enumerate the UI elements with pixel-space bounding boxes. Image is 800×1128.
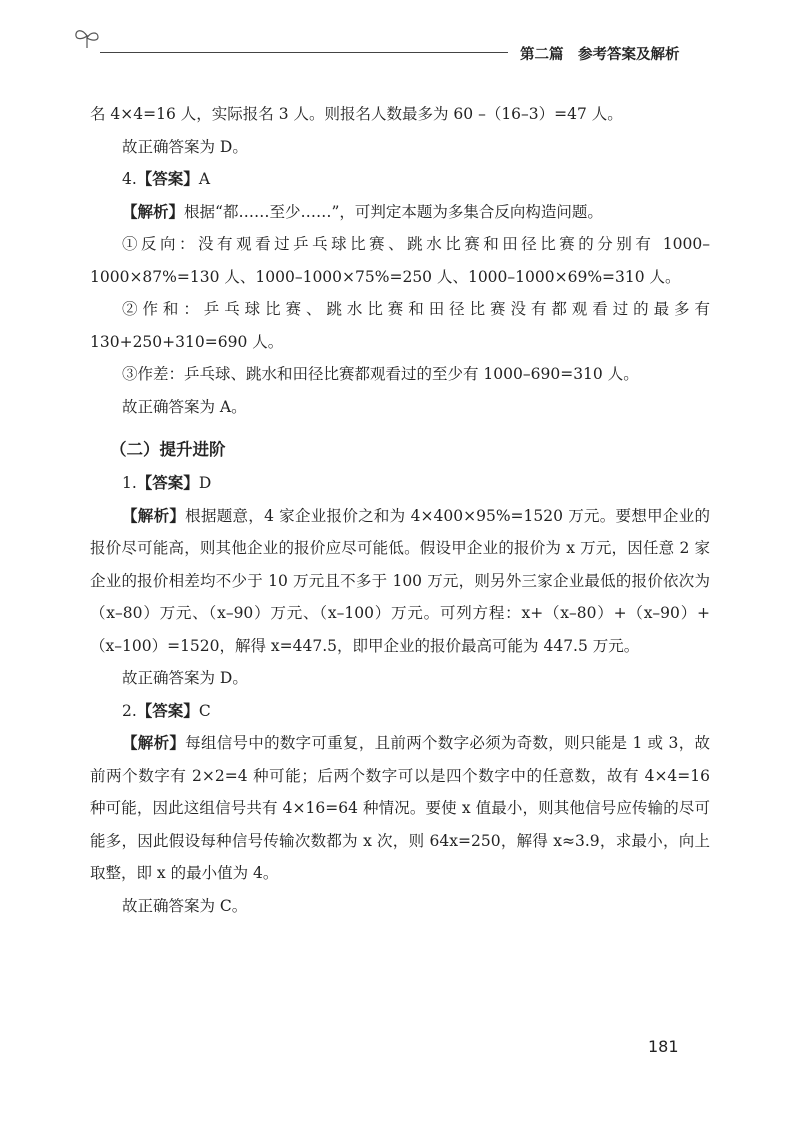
analysis-q4: [90, 196, 710, 229]
answer-value: C: [198, 701, 211, 720]
conclusion: 故正确答案为 C。: [122, 896, 248, 915]
page-header: [0, 0, 800, 80]
analysis-s2q1: [90, 500, 710, 663]
conclusion: 故正确答案为 D。: [122, 669, 248, 687]
page-content: [90, 98, 710, 922]
answer-line-s2q1: [90, 467, 710, 500]
analysis-tag: 【解析】: [122, 202, 185, 221]
analysis-tag: 【解析】: [122, 734, 186, 752]
header-title: 第二篇 参考答案及解析: [520, 47, 680, 63]
answer-tag: 【答案】: [136, 170, 199, 188]
answer-tag: 【答案】: [136, 701, 199, 720]
analysis-tag: 【解析】: [122, 506, 186, 525]
page-number: 181: [648, 1037, 679, 1056]
analysis-text: 根据“都……至少……”，可判定本题为多集合反向构造问题。: [184, 202, 603, 221]
step-sum: ②作和：乒乓球比赛、跳水比赛和田径比赛没有都观看过的最多有 130+250+310=690 人。: [90, 300, 710, 351]
analysis-text: 每组信号中的数字可重复，且前两个数字必须为奇数，则只能是 1 或 3，故前两个数字有 2×2=4 种可能；后两个数字可以是四个数字中的任意数，故有 4×4=16 种可能，因此这组信号共有 4×16=64 种情况。要使 x 值最小，则其他信号应传输的尽可能多，因此假设每种信号传输次数都为 x 次，则 64x=250，解得 x≈3.9，求最小，向上取整，即 x 的最小值为 4。: [90, 734, 710, 882]
question-number: 1.: [122, 474, 137, 492]
answer-tag: 【答案】: [136, 474, 199, 492]
conclusion: 故正确答案为 A。: [122, 397, 247, 416]
step-difference: ③作差：乒乓球、跳水和田径比赛都观看过的至少有 1000–690=310 人。: [122, 365, 639, 383]
analysis-s2q2: [90, 727, 710, 890]
text-line: 故正确答案为 D。: [122, 137, 248, 156]
sprout-icon: [72, 26, 102, 50]
analysis-text: 根据题意，4 家企业报价之和为 4×400×95%=1520 万元。要想甲企业的报价尽可能高，则其他企业的报价应尽可能低。假设甲企业的报价为 x 万元，因任意 2 家企业的报价相差均不少于 10 万元且不多于 100 万元，则另外三家企业最低的报价依次为（x–80）万元、（x–90）万元、（x–100）万元。可列方程：x+（x–80）+（x–90）+（x–100）=1520，解得 x=447.5，即甲企业的报价最高可能为 447.5 万元。: [90, 506, 710, 655]
step-reverse: ①反向：没有观看过乒乓球比赛、跳水比赛和田径比赛的分别有 1000–1000×87%=130 人、1000–1000×75%=250 人、1000–1000×69%=310 人。: [90, 235, 710, 286]
text-line: 名 4×4=16 人，实际报名 3 人。则报名人数最多为 60 –（16–3）=47 人。: [90, 105, 623, 123]
answer-line-q4: [90, 163, 710, 196]
question-number: 4.: [122, 170, 137, 188]
answer-value: D: [198, 474, 212, 492]
answer-value: A: [198, 170, 211, 188]
section-title: （二）提升进阶: [110, 440, 226, 459]
header-rule: [100, 52, 508, 53]
question-number: 2.: [122, 701, 137, 720]
answer-line-s2q2: [90, 695, 710, 728]
